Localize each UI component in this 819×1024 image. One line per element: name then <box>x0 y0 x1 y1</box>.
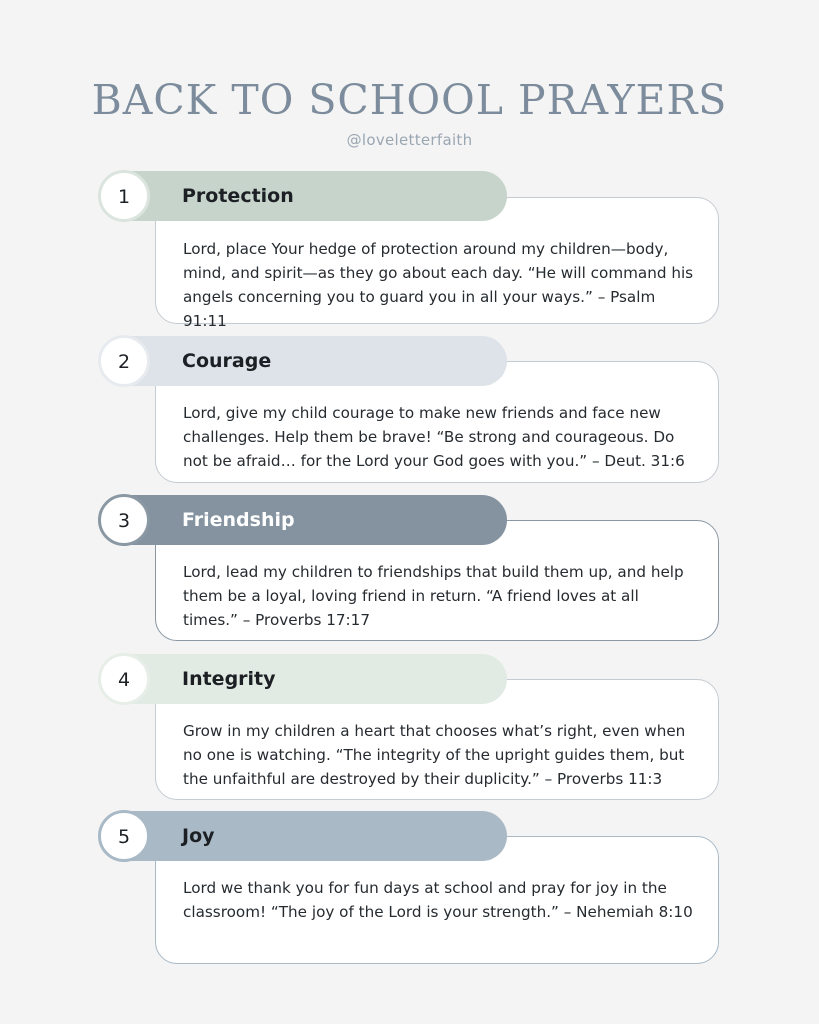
prayer-text: Lord we thank you for fun days at school and pray for joy in the classroom! “The joy of the Lord is your strength.” – Nehemiah 8:10 <box>183 879 693 921</box>
prayer-text: Lord, place Your hedge of protection around my children—body, mind, and spirit—as they go about each day. “He will command his angels concerning you to guard you in all your ways.” – Psalm 91:11 <box>183 240 694 330</box>
prayer-number-badge: 4 <box>98 653 150 705</box>
prayer-text: Grow in my children a heart that chooses what’s right, even when no one is watching. “The integrity of the upright guides them, but the unfaithful are destroyed by their duplicity.” – Proverbs 11:3 <box>183 722 686 788</box>
prayer-heading: Joy <box>182 825 215 847</box>
prayer-number-badge: 3 <box>98 494 150 546</box>
author-handle: @loveletterfaith <box>346 131 473 149</box>
prayer-header <box>100 495 507 545</box>
prayer-header <box>100 654 507 704</box>
page-title: BACK TO SCHOOL PRAYERS <box>91 76 728 124</box>
prayer-number-badge: 1 <box>98 170 150 222</box>
prayer-header <box>100 171 507 221</box>
prayer-text: Lord, give my child courage to make new friends and face new challenges. Help them be brave! “Be strong and courageous. Do not be afraid… for the Lord your God goes with you.” – Deut. 31:6 <box>183 404 685 470</box>
prayer-header <box>100 336 507 386</box>
prayer-heading: Integrity <box>182 668 276 690</box>
prayer-number-badge: 5 <box>98 810 150 862</box>
prayer-heading: Protection <box>182 185 294 207</box>
prayer-header <box>100 811 507 861</box>
prayer-number-badge: 2 <box>98 335 150 387</box>
prayer-heading: Friendship <box>182 509 295 531</box>
prayer-heading: Courage <box>182 350 272 372</box>
prayer-text: Lord, lead my children to friendships that build them up, and help them be a loyal, loving friend in return. “A friend loves at all times.” – Proverbs 17:17 <box>183 563 684 629</box>
